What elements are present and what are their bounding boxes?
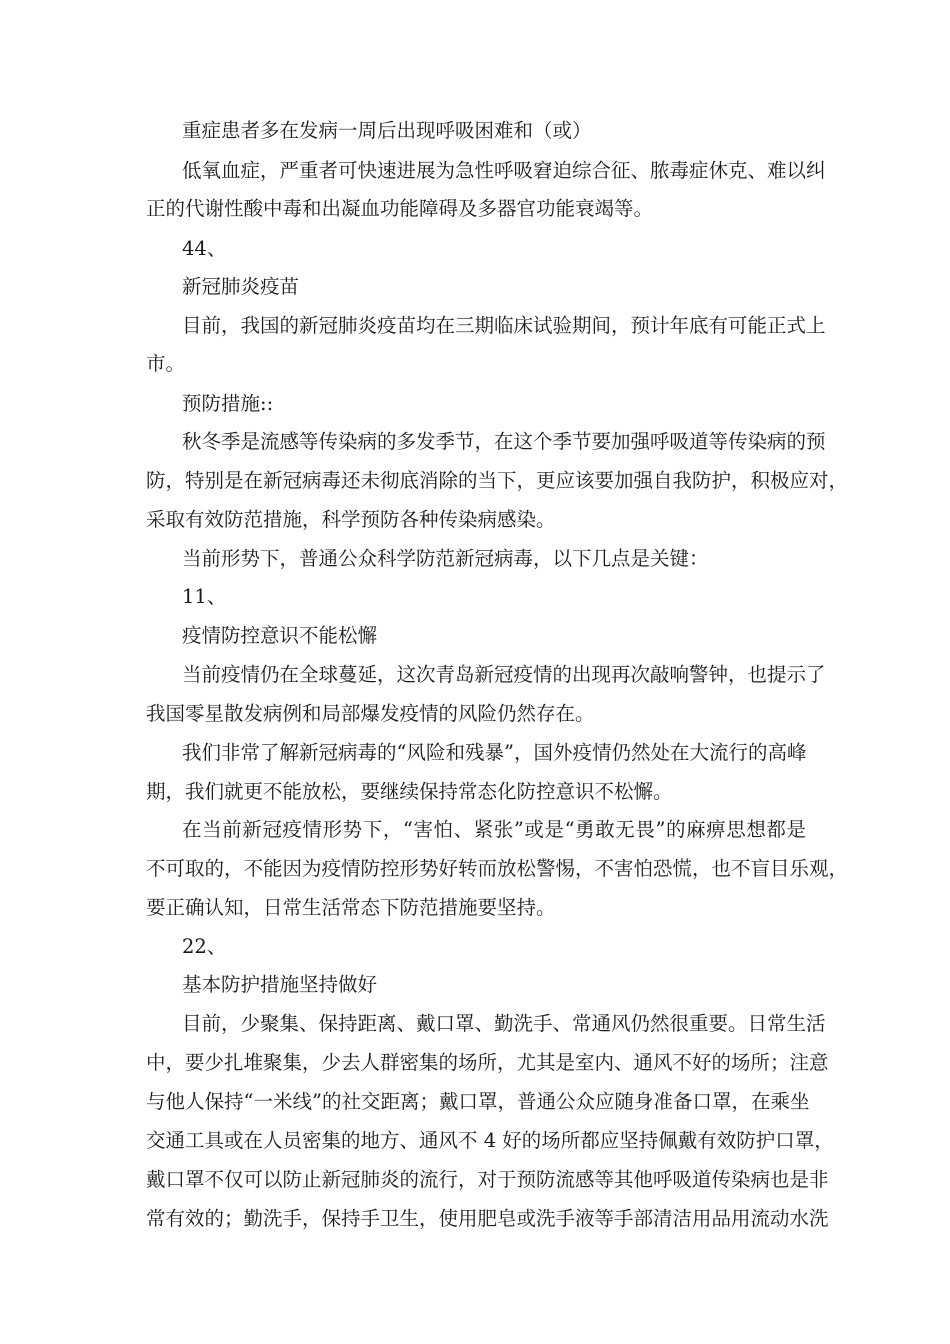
section-heading: 新冠肺炎疫苗 [182,275,300,298]
paragraph-line: 当前形势下，普通公众科学防范新冠病毒，以下几点是关键： [182,547,709,570]
section-heading: 疫情防控意识不能松懈 [182,624,378,647]
paragraph-line: 我们非常了解新冠病毒的“风险和残暴”，国外疫情仍然处在大流行的高峰 [182,741,807,764]
section-number: 22、 [182,935,227,958]
paragraph-line: 戴口罩不仅可以防止新冠肺炎的流行，对于预防流感等其他呼吸道传染病也是非 [146,1168,829,1191]
paragraph-line: 正的代谢性酸中毒和出凝血功能障碍及多器官功能衰竭等。 [146,197,654,220]
paragraph-line: 交通工具或在人员密集的地方、通风不 4 好的场所都应坚持佩戴有效防护口罩， [146,1129,834,1152]
paragraph-line: 秋冬季是流感等传染病的多发季节，在这个季节要加强呼吸道等传染病的预 [182,430,826,453]
paragraph-line: 与他人保持“一米线”的社交距离；戴口罩，普通公众应随身准备口罩，在乘坐 [146,1090,810,1113]
section-heading: 基本防护措施坚持做好 [182,973,378,996]
paragraph-line: 常有效的；勤洗手，保持手卫生，使用肥皂或洗手液等手部清洁用品用流动水洗 [146,1207,829,1230]
paragraph-line: 我国零星散发病例和局部爆发疫情的风险仍然存在。 [146,702,595,725]
paragraph-line: 要正确认知，日常生活常态下防范措施要坚持。 [146,896,556,919]
paragraph-line: 目前，少聚集、保持距离、戴口罩、勤洗手、常通风仍然很重要。日常生活 [182,1012,826,1035]
section-number: 11、 [182,585,227,608]
paragraph-line: 采取有效防范措施，科学预防各种传染病感染。 [146,508,556,531]
paragraph-line: 当前疫情仍在全球蔓延，这次青岛新冠疫情的出现再次敲响警钟，也提示了 [182,663,826,686]
paragraph-line: 低氧血症，严重者可快速进展为急性呼吸窘迫综合征、脓毒症休克、难以纠 [182,159,826,182]
paragraph-line: 防，特别是在新冠病毒还未彻底消除的当下，更应该要加强自我防护，积极应对， [146,469,849,492]
paragraph-line: 市。 [146,352,186,375]
paragraph-line: 期，我们就更不能放松，要继续保持常态化防控意识不松懈。 [146,780,673,803]
paragraph-line: 不可取的，不能因为疫情防控形势好转而放松警惕，不害怕恐慌，也不盲目乐观， [146,857,849,880]
paragraph-line: 在当前新冠疫情形势下，“害怕、紧张”或是“勇敢无畏”的麻痹思想都是 [182,818,806,841]
section-number: 44、 [182,237,227,260]
paragraph-line: 目前，我国的新冠肺炎疫苗均在三期临床试验期间，预计年底有可能正式上 [182,314,826,337]
paragraph-line: 重症患者多在发病一周后出现呼吸困难和（或） [182,119,592,142]
section-heading: 预防措施:: [182,392,274,415]
paragraph-line: 中，要少扎堆聚集，少去人群密集的场所，尤其是室内、通风不好的场所；注意 [146,1051,829,1074]
